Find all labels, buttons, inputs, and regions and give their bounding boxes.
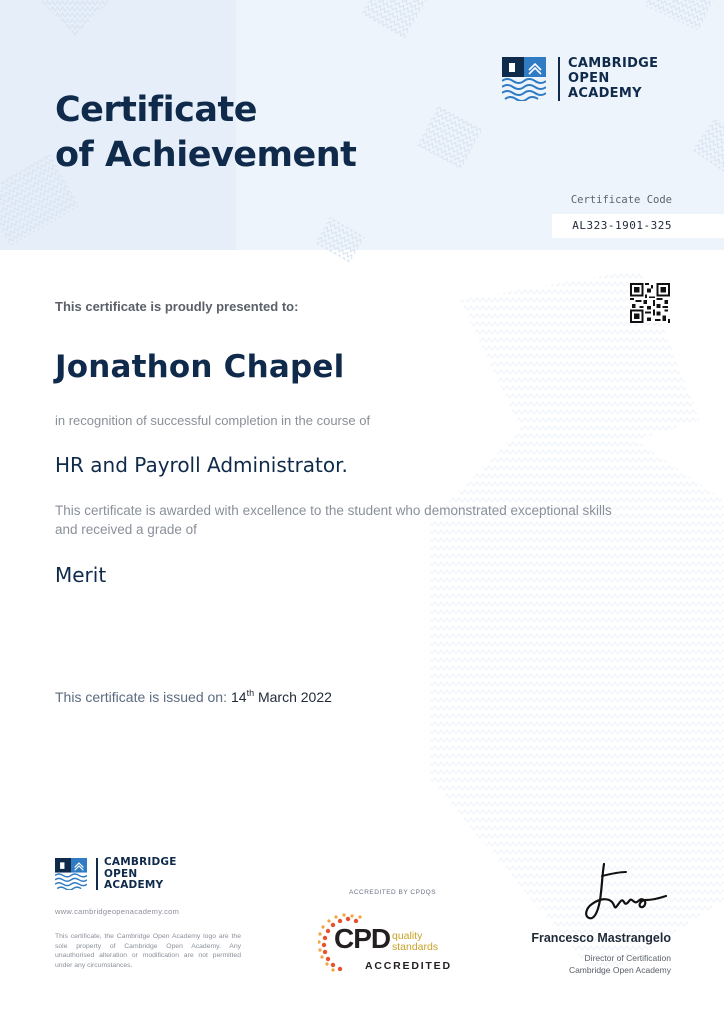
signer-title-line-1: Director of Certification (584, 953, 671, 963)
signer-title-line-2: Cambridge Open Academy (568, 965, 671, 975)
cpd-quality-line-2: standards (392, 941, 439, 953)
cpd-quality-text (392, 931, 438, 953)
logo-word-1: CAMBRIDGE (104, 856, 177, 868)
header-logo (502, 56, 658, 101)
title-line-1: Certificate (55, 90, 257, 130)
logo-word-3: ACADEMY (104, 879, 164, 891)
cpd-quality-line-1: quality (392, 930, 423, 942)
disclaimer-text: This certificate, the Cambridge Open Academy logo are the sole property of Cambridge Open Academy. Any unauthorised alteration or modification are not permitted under any circumstances. (55, 933, 241, 969)
recognition-text: in recognition of successful completion in the course of (55, 413, 371, 428)
logo-word-2: OPEN (104, 867, 138, 880)
logo-word-1: CAMBRIDGE (568, 56, 659, 71)
issued-on-label: This certificate is issued on: (55, 689, 227, 705)
accredited-by-text: ACCREDITED BY CPDQS (349, 889, 437, 896)
logo-wordmark (568, 56, 658, 101)
certificate-code-value: AL323-1901-325 (572, 219, 672, 232)
issued-day-suffix: th (246, 688, 255, 698)
recipient-name: Jonathon Chapel (55, 349, 345, 385)
grade-value: Merit (55, 563, 107, 587)
issued-date (231, 689, 332, 705)
cpd-accredited-badge (318, 913, 468, 975)
certificate-title (55, 88, 356, 178)
logo-wordmark (104, 857, 177, 892)
website-link[interactable]: www.cambridgeopenacademy.com (55, 907, 180, 916)
signature-image (580, 858, 672, 926)
academy-logo-icon (55, 858, 87, 890)
footer-logo (55, 857, 177, 892)
issued-month-year: March 2022 (257, 689, 332, 705)
logo-word-3: ACADEMY (568, 86, 642, 101)
logo-divider (96, 858, 98, 890)
signer-title (569, 952, 671, 976)
logo-divider (558, 57, 560, 101)
presented-to-text: This certificate is proudly presented to: (55, 299, 299, 314)
certificate-code-label: Certificate Code (570, 194, 672, 206)
signer-name: Francesco Mastrangelo (531, 931, 671, 945)
awarded-text: This certificate is awarded with excellence to the student who demonstrated exceptional skills and received a grade of (55, 503, 612, 537)
academy-logo-icon (502, 57, 546, 101)
course-name: HR and Payroll Administrator. (55, 453, 348, 477)
issued-day: 14 (231, 689, 247, 705)
logo-word-2: OPEN (568, 71, 610, 86)
cpd-main-text: CPD (334, 923, 391, 954)
title-line-2: of Achievement (55, 135, 357, 175)
qr-code-icon[interactable] (630, 283, 670, 323)
cpd-accredited-text: ACCREDITED (365, 960, 452, 972)
